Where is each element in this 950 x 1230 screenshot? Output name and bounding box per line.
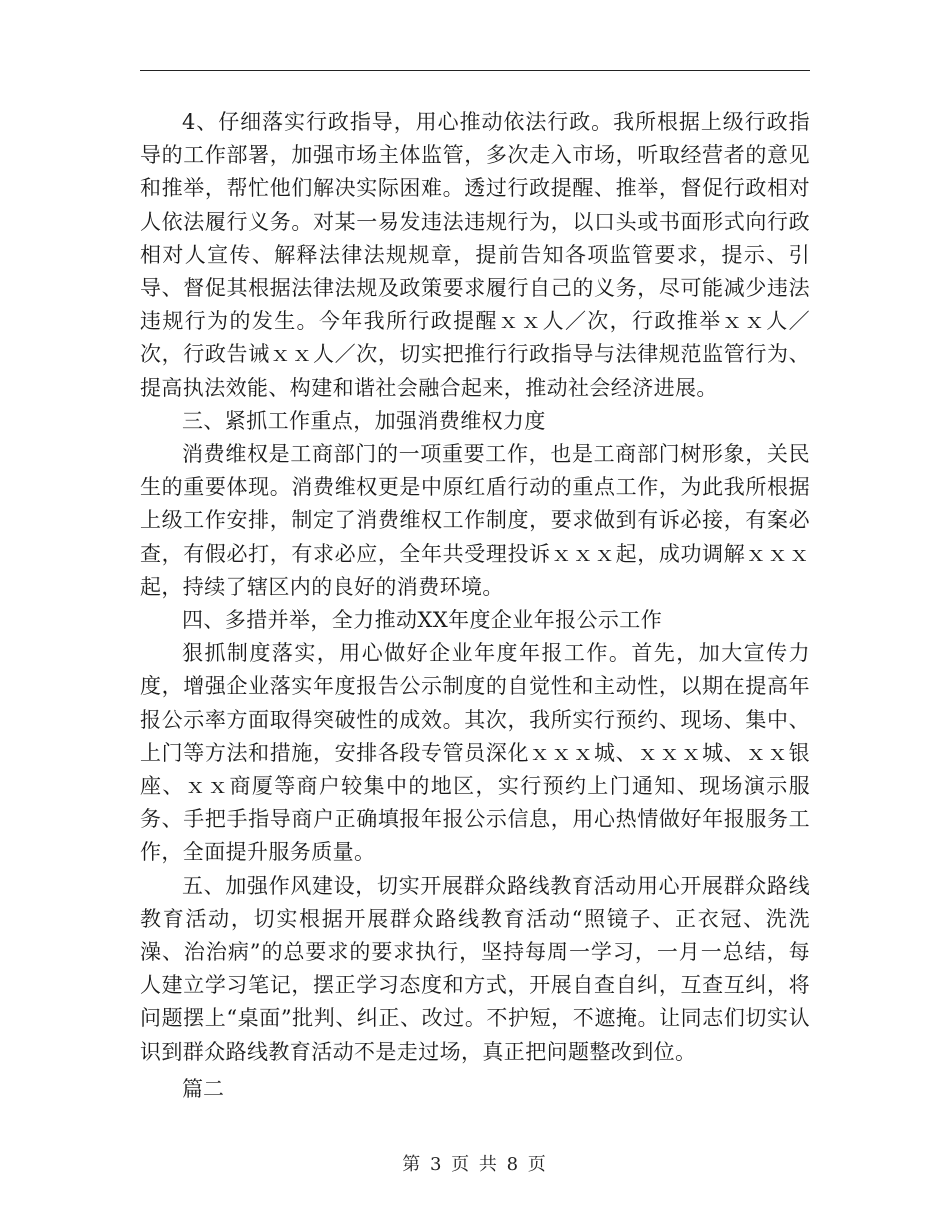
- paragraph-administrative-guidance: 4、仔细落实行政指导，用心推动依法行政。我所根据上级行政指导的工作部署，加强市场主体监管，多次走入市场，听取经营者的意见和推举，帮忙他们解决实际困难。透过行政提醒、推举，督促行政相对人依法履行义务。对某一易发违法违规行为，以口头或书面形式向行政相对人宣传、解释法律法规规章，提前告知各项监管要求，提示、引导、督促其根据法律法规及政策要求履行自己的义务，尽可能减少违法违规行为的发生。今年我所行政提醒ｘｘ人／次，行政推举ｘｘ人／次，行政告诫ｘｘ人／次，切实把推行行政指导与法律规范监管行为、提高执法效能、构建和谐社会融合起来，推动社会经济进展。: [140, 110, 810, 400]
- paragraph-consumer-rights: 消费维权是工商部门的一项重要工作，也是工商部门树形象，关民生的重要体现。消费维权更是中原红盾行动的重点工作，为此我所根据上级工作安排，制定了消费维权工作制度，要求做到有诉必接，有案必查，有假必打，有求必应，全年共受理投诉ｘｘｘ起，成功调解ｘｘｘ起，持续了辖区内的良好的消费环境。: [140, 442, 810, 599]
- document-body: [140, 106, 810, 1106]
- section-heading-annual-report: 四、多措并举，全力推动XX年度企业年报公示工作: [182, 608, 663, 633]
- paragraph-work-style: 五、加强作风建设，切实开展群众路线教育活动用心开展群众路线教育活动，切实根据开展群众路线教育活动“照镜子、正衣冠、洗洗澡、治治病”的总要求的要求执行，坚持每周一学习，一月一总结，每人建立学习笔记，摆正学习态度和方式，开展自查自纠，互查互纠，将问题摆上“桌面”批判、纠正、改过。不护短，不遮掩。让同志们切实认识到群众路线教育活动不是走过场，真正把问题整改到位。: [140, 873, 810, 1064]
- section-label-part-two: 篇二: [182, 1076, 224, 1101]
- header-rule: [140, 70, 810, 71]
- paragraph-annual-report: 狠抓制度落实，用心做好企业年度年报工作。首先，加大宣传力度，增强企业落实年度报告公示制度的自觉性和主动性，以期在提高年报公示率方面取得突破性的成效。其次，我所实行预约、现场、集中、上门等方法和措施，安排各段专管员深化ｘｘｘ城、ｘｘｘ城、ｘｘ银座、ｘｘ商厦等商户较集中的地区，实行预约上门通知、现场演示服务、手把手指导商户正确填报年报公示信息，用心热情做好年报服务工作，全面提升服务质量。: [140, 641, 810, 865]
- section-heading-consumer-rights: 三、紧抓工作重点，加强消费维权力度: [182, 408, 546, 433]
- page-number-footer: 第 3 页 共 8 页: [402, 1154, 548, 1175]
